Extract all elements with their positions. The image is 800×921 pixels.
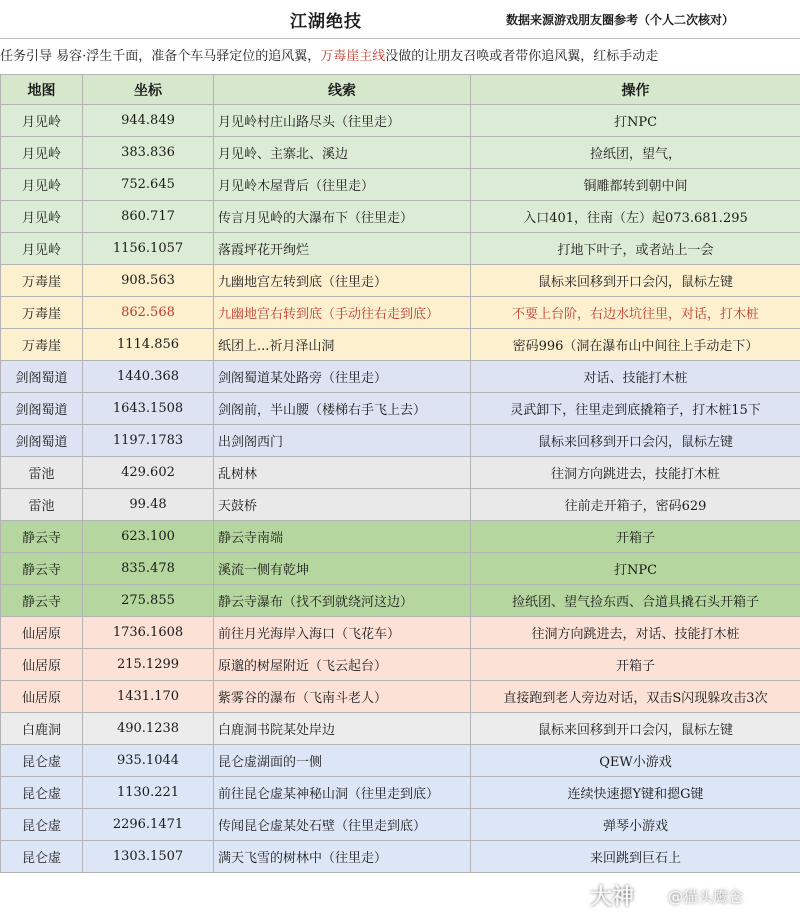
- cell-clue: 落霞坪花开绚烂: [214, 233, 471, 265]
- cell-map: 昆仑虚: [1, 745, 83, 777]
- cell-op: 直接跑到老人旁边对话，双击S闪现躲攻击3次: [471, 681, 800, 713]
- cell-op: 弹琴小游戏: [471, 809, 800, 841]
- cell-coord: 1431.170: [83, 681, 214, 713]
- table-row: [1, 137, 800, 169]
- cell-clue: 乱树林: [214, 457, 471, 489]
- table-row: [1, 809, 800, 841]
- header-bar: [0, 0, 800, 38]
- cell-map: 月见岭: [1, 169, 83, 201]
- cell-clue: 九幽地宫左转到底（往里走）: [214, 265, 471, 297]
- cell-map: 雷池: [1, 489, 83, 521]
- cell-clue: 白鹿洞书院某处岸边: [214, 713, 471, 745]
- cell-op: 捡纸团、望气捡东西、合道具撬石头开箱子: [471, 585, 800, 617]
- guide-text-part1: 任务引导 易容·浮生千面，准备个车马驿定位的追风翼，: [0, 49, 321, 64]
- skills-table: [0, 74, 800, 873]
- cell-map: 剑阁蜀道: [1, 393, 83, 425]
- cell-op: 打NPC: [471, 105, 800, 137]
- cell-coord: 860.717: [83, 201, 214, 233]
- column-header-op: 操作: [471, 75, 800, 105]
- cell-clue: 传闻昆仑虚某处石壁（往里走到底）: [214, 809, 471, 841]
- table-row: [1, 841, 800, 873]
- cell-map: 昆仑虚: [1, 809, 83, 841]
- cell-op: QEW小游戏: [471, 745, 800, 777]
- table-row: [1, 457, 800, 489]
- cell-op: 鼠标来回移到开口会闪，鼠标左键: [471, 425, 800, 457]
- cell-map: 月见岭: [1, 201, 83, 233]
- cell-coord: 383.836: [83, 137, 214, 169]
- column-header-map: 地图: [1, 75, 83, 105]
- cell-coord: 1736.1608: [83, 617, 214, 649]
- table-row: [1, 361, 800, 393]
- cell-map: 万毒崖: [1, 297, 83, 329]
- cell-coord: 935.1044: [83, 745, 214, 777]
- table-row: [1, 521, 800, 553]
- table-row: [1, 489, 800, 521]
- cell-clue: 昆仑虚湖面的一侧: [214, 745, 471, 777]
- table-row: [1, 393, 800, 425]
- cell-coord: 429.602: [83, 457, 214, 489]
- cell-op: 打NPC: [471, 553, 800, 585]
- cell-op: 连续快速摁Y键和摁G键: [471, 777, 800, 809]
- cell-map: 月见岭: [1, 233, 83, 265]
- source-note: 数据来源游戏朋友圈参考（个人二次核对）: [506, 13, 735, 27]
- cell-map: 昆仑虚: [1, 777, 83, 809]
- cell-op: 打地下叶子，或者站上一会: [471, 233, 800, 265]
- cell-clue: 天鼓桥: [214, 489, 471, 521]
- cell-map: 月见岭: [1, 105, 83, 137]
- table-row: [1, 713, 800, 745]
- cell-map: 剑阁蜀道: [1, 361, 83, 393]
- cell-op: 往前走开箱子，密码629: [471, 489, 800, 521]
- column-header-coord: 坐标: [83, 75, 214, 105]
- table-row: [1, 553, 800, 585]
- cell-op: 鼠标来回移到开口会闪，鼠标左键: [471, 265, 800, 297]
- cell-coord: 1156.1057: [83, 233, 214, 265]
- cell-coord: 1440.368: [83, 361, 214, 393]
- cell-op: 密码996（洞在瀑布山中间往上手动走下）: [471, 329, 800, 361]
- cell-map: 昆仑虚: [1, 841, 83, 873]
- table-row: [1, 425, 800, 457]
- cell-clue: 月见岭、主寨北、溪边: [214, 137, 471, 169]
- cell-op: 开箱子: [471, 649, 800, 681]
- cell-coord: 490.1238: [83, 713, 214, 745]
- cell-op: 开箱子: [471, 521, 800, 553]
- table-row: [1, 329, 800, 361]
- table-body: [1, 105, 800, 873]
- cell-clue: 紫雾谷的瀑布（飞南斗老人）: [214, 681, 471, 713]
- table-row: [1, 169, 800, 201]
- cell-op: 入口401，往南（左）起073.681.295: [471, 201, 800, 233]
- table-row: [1, 617, 800, 649]
- cell-coord: 1197.1783: [83, 425, 214, 457]
- cell-coord: 1643.1508: [83, 393, 214, 425]
- table-row: [1, 585, 800, 617]
- table-row: [1, 265, 800, 297]
- cell-map: 仙居原: [1, 681, 83, 713]
- cell-clue: 剑阁蜀道某处路旁（往里走）: [214, 361, 471, 393]
- watermark-author: @猫头鹰念: [668, 888, 744, 906]
- cell-clue: 静云寺南端: [214, 521, 471, 553]
- cell-map: 静云寺: [1, 585, 83, 617]
- cell-op: 来回跳到巨石上: [471, 841, 800, 873]
- watermark-brand: 大神: [590, 885, 635, 910]
- cell-coord: 215.1299: [83, 649, 214, 681]
- cell-map: 白鹿洞: [1, 713, 83, 745]
- cell-clue: 前往昆仑虚某神秘山洞（往里走到底）: [214, 777, 471, 809]
- column-header-clue: 线索: [214, 75, 471, 105]
- cell-clue: 溪流一侧有乾坤: [214, 553, 471, 585]
- table-row: [1, 297, 800, 329]
- cell-op: 鼠标来回移到开口会闪，鼠标左键: [471, 713, 800, 745]
- page-title: 江湖绝技: [290, 12, 362, 32]
- cell-coord: 99.48: [83, 489, 214, 521]
- cell-clue: 剑阁前，半山腰（楼梯右手飞上去）: [214, 393, 471, 425]
- cell-coord: 275.855: [83, 585, 214, 617]
- cell-clue: 满天飞雪的树林中（往里走）: [214, 841, 471, 873]
- cell-coord: 1303.1507: [83, 841, 214, 873]
- table-row: [1, 681, 800, 713]
- cell-map: 静云寺: [1, 553, 83, 585]
- table-row: [1, 649, 800, 681]
- cell-map: 月见岭: [1, 137, 83, 169]
- cell-clue: 前往月光海岸入海口（飞花车）: [214, 617, 471, 649]
- cell-coord: 623.100: [83, 521, 214, 553]
- cell-op: 往洞方向跳进去，对话、技能打木桩: [471, 617, 800, 649]
- table-row: [1, 745, 800, 777]
- cell-coord: 908.563: [83, 265, 214, 297]
- cell-clue: 传言月见岭的大瀑布下（往里走）: [214, 201, 471, 233]
- cell-coord: 752.645: [83, 169, 214, 201]
- cell-op: 往洞方向跳进去，技能打木桩: [471, 457, 800, 489]
- table-row: [1, 201, 800, 233]
- cell-clue: 月见岭村庄山路尽头（往里走）: [214, 105, 471, 137]
- table-header-row: [1, 75, 800, 105]
- guide-text: [0, 38, 800, 75]
- cell-clue: 出剑阁西门: [214, 425, 471, 457]
- cell-map: 仙居原: [1, 649, 83, 681]
- table-row: [1, 105, 800, 137]
- cell-map: 静云寺: [1, 521, 83, 553]
- guide-text-part2: 没做的让朋友召唤或者带你追风翼，红标手动走: [385, 49, 659, 64]
- cell-op: 铜雕都转到朝中间: [471, 169, 800, 201]
- cell-clue: 静云寺瀑布（找不到就绕河这边）: [214, 585, 471, 617]
- cell-map: 雷池: [1, 457, 83, 489]
- cell-map: 万毒崖: [1, 329, 83, 361]
- cell-op: 对话、技能打木桩: [471, 361, 800, 393]
- cell-coord: 862.568: [83, 297, 214, 329]
- cell-coord: 1130.221: [83, 777, 214, 809]
- cell-clue: 原邈的树屋附近（飞云起台）: [214, 649, 471, 681]
- cell-clue: 月见岭木屋背后（往里走）: [214, 169, 471, 201]
- cell-coord: 944.849: [83, 105, 214, 137]
- cell-map: 剑阁蜀道: [1, 425, 83, 457]
- cell-map: 仙居原: [1, 617, 83, 649]
- cell-coord: 835.478: [83, 553, 214, 585]
- cell-clue: 纸团上...祈月泽山洞: [214, 329, 471, 361]
- cell-clue: 九幽地宫右转到底（手动往右走到底）: [214, 297, 471, 329]
- cell-coord: 1114.856: [83, 329, 214, 361]
- table-row: [1, 233, 800, 265]
- cell-op: 不要上台阶，右边水坑往里，对话，打木桩: [471, 297, 800, 329]
- cell-op: 捡纸团，望气，: [471, 137, 800, 169]
- guide-text-highlight: 万毒崖主线: [320, 49, 386, 64]
- cell-map: 万毒崖: [1, 265, 83, 297]
- cell-op: 灵武卸下，往里走到底撬箱子，打木桩15下: [471, 393, 800, 425]
- table-row: [1, 777, 800, 809]
- cell-coord: 2296.1471: [83, 809, 214, 841]
